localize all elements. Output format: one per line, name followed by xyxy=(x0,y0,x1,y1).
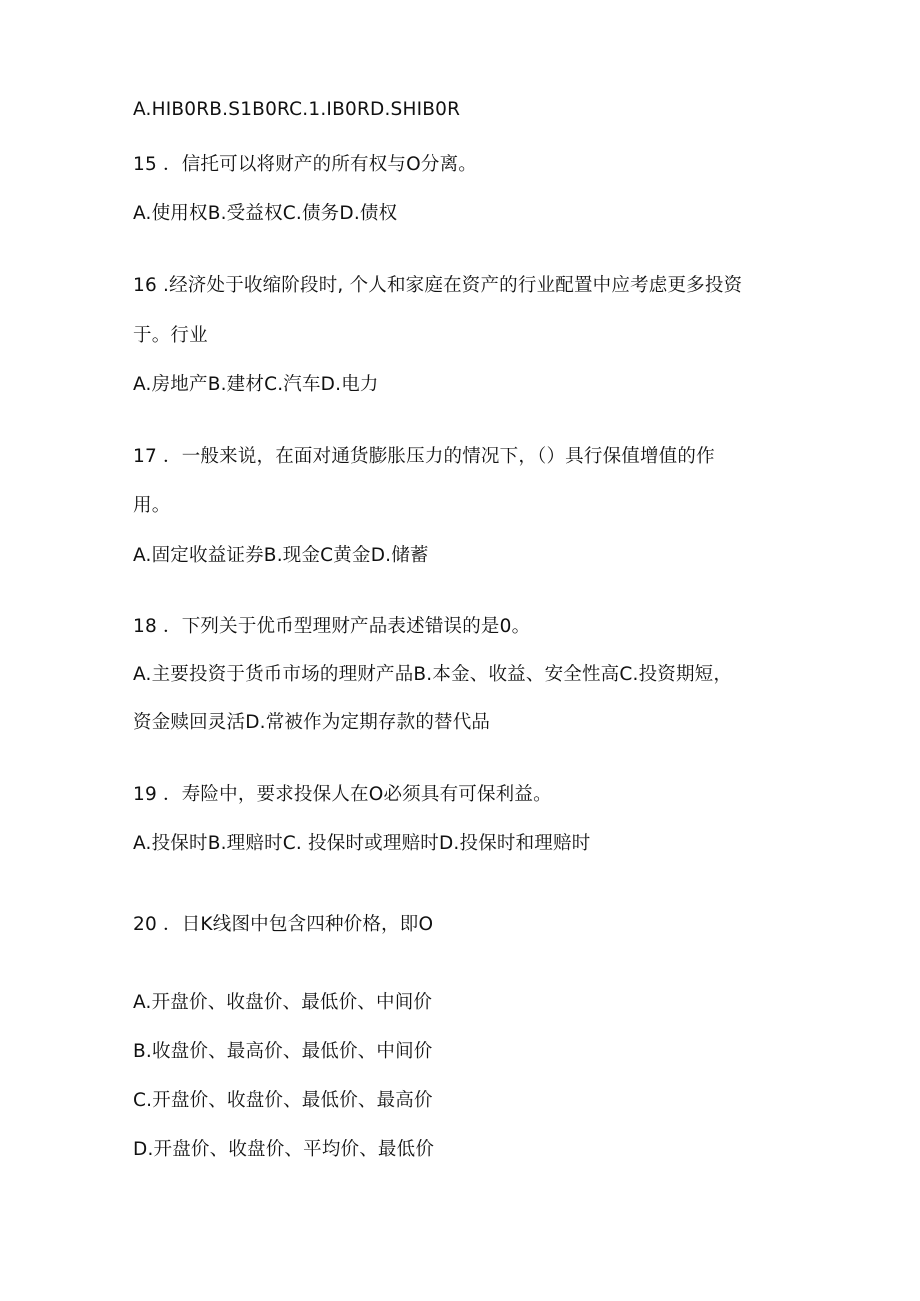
q16-options: A.房地产B.建材C.汽车D.电力 xyxy=(133,374,379,395)
q17-options: A.固定收益证券B.现金C黄金D.储蓄 xyxy=(133,545,429,566)
q15-options: A.使用权B.受益权C.债务D.债权 xyxy=(133,203,398,224)
q18-question: 18 ．下列关于优币型理财产品表述错误的是0。 xyxy=(133,616,531,637)
q20-option-c: C.开盘价、收盘价、最低价、最高价 xyxy=(133,1090,433,1111)
q20-question: 20 ．日K线图中包含四种价格，即O xyxy=(133,914,434,935)
q17-question-line1: 17 ．一般来说，在面对通货膨胀压力的情况下，（）具行保值增值的作 xyxy=(133,446,715,467)
q16-question-line2: 于。行业 xyxy=(133,325,208,346)
q20-option-d: D.开盘价、收盘价、平均价、最低价 xyxy=(133,1139,435,1160)
q18-options-line2: 资金赎回灵活D.常被作为定期存款的替代品 xyxy=(133,712,491,733)
q16-question-line1: 16 .经济处于收缩阶段时, 个人和家庭在资产的行业配置中应考虑更多投资 xyxy=(133,275,743,296)
q20-option-a: A.开盘价、收盘价、最低价、中间价 xyxy=(133,992,433,1013)
q14-options: A.HIB0RB.S1B0RC.1.IB0RD.SHIB0R xyxy=(133,99,461,120)
q19-options: A.投保时B.理赔时C. 投保时或理赔时D.投保时和理赔时 xyxy=(133,833,591,854)
q19-question: 19 ．寿险中，要求投保人在O必须具有可保利益。 xyxy=(133,784,552,805)
q17-question-line2: 用。 xyxy=(133,495,171,516)
q15-question: 15 ．信托可以将财产的所有权与O分离。 xyxy=(133,154,477,175)
q18-options-line1: A.主要投资于货币市场的理财产品B.本金、收益、安全性高C.投资期短， xyxy=(133,664,733,685)
q20-option-b: B.收盘价、最高价、最低价、中间价 xyxy=(133,1041,433,1062)
